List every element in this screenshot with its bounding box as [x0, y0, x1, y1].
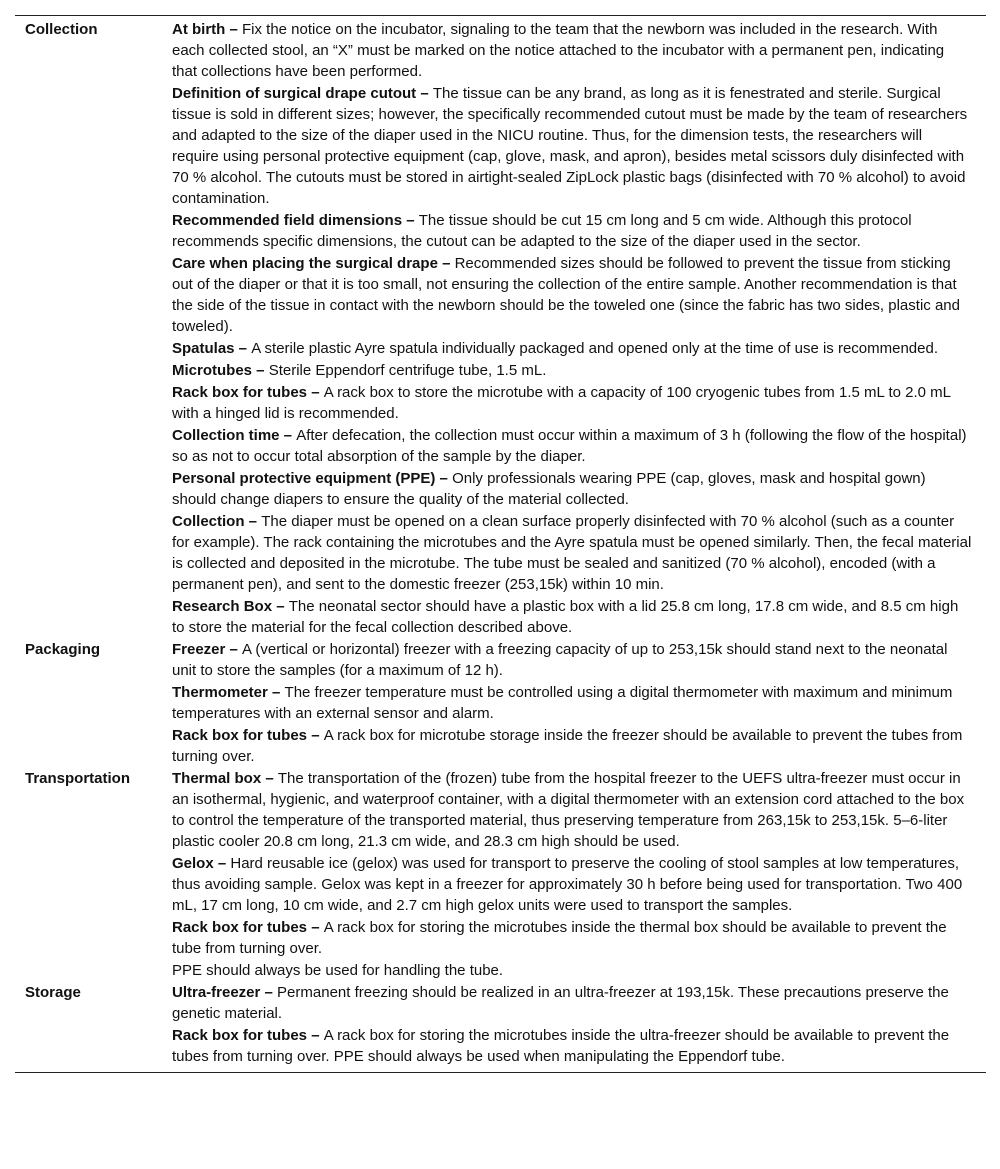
item-text: Only professionals wearing PPE (cap, gloves, mask and hospital gown) should change diapers to ensure the quality of the material collected.: [172, 470, 926, 508]
table-row-packaging: [15, 639, 986, 768]
list-item: [172, 468, 972, 510]
category-items: [172, 982, 986, 1068]
item-text: Hard reusable ice (gelox) was used for transport to preserve the cooling of stool samples at low temperatures, thus avoiding sample. Gelox was kept in a freezer for approximately 30 h before being used for transportation. Two 400 mL, 17 cm long, 10 cm wide, and 2.7 cm high gelox units were used to transport the samples.: [172, 855, 963, 914]
item-text: A rack box to store the microtube with a capacity of 100 cryogenic tubes from 1.5 mL to 2.0 mL with a hinged lid is recommended.: [172, 384, 951, 422]
table-row-transportation: [15, 768, 986, 982]
item-text: After defecation, the collection must occur within a maximum of 3 h (following the flow of the hospital) so as not to occur total absorption of the sample by the diaper.: [172, 427, 967, 465]
item-term: Thermal box –: [172, 770, 278, 787]
list-item: [172, 917, 972, 959]
item-text: A rack box for storing the microtubes inside the ultra-freezer should be available to prevent the tubes from turning over. PPE should always be used when manipulating the Eppendorf tube.: [172, 1027, 950, 1065]
table-row-collection: [15, 19, 986, 639]
item-term: Gelox –: [172, 855, 231, 872]
list-item: [172, 682, 972, 724]
list-item: [172, 425, 972, 467]
list-item: [172, 511, 972, 595]
item-term: Rack box for tubes –: [172, 727, 324, 744]
list-item: [172, 210, 972, 252]
item-text: A sterile plastic Ayre spatula individually packaged and opened only at the time of use is recommended.: [251, 340, 939, 357]
item-text: The tissue should be cut 15 cm long and 5 cm wide. Although this protocol recommends specific dimensions, the cutout can be adapted to the size of the diaper used in the sector.: [172, 212, 912, 250]
item-term: Definition of surgical drape cutout –: [172, 85, 433, 102]
list-item: [172, 83, 972, 209]
table-row-storage: [15, 982, 986, 1068]
item-term: Recommended field dimensions –: [172, 212, 419, 229]
item-text: Fix the notice on the incubator, signaling to the team that the newborn was included in the research. With each collected stool, an “X” must be marked on the notice attached to the incubator with a permanent pen, indicating that collections have been performed.: [172, 21, 945, 80]
item-term: Rack box for tubes –: [172, 384, 324, 401]
item-text: The freezer temperature must be controlled using a digital thermometer with maximum and minimum temperatures with an external sensor and alarm.: [172, 684, 953, 722]
category-label: Transportation: [25, 770, 131, 787]
list-item: [172, 725, 972, 767]
item-term: Rack box for tubes –: [172, 919, 324, 936]
item-term: At birth –: [172, 21, 242, 38]
item-term: Care when placing the surgical drape –: [172, 255, 455, 272]
item-term: Rack box for tubes –: [172, 1027, 324, 1044]
category-label: Collection: [25, 21, 98, 38]
list-item: [172, 853, 972, 916]
protocol-table: [15, 15, 986, 1073]
item-text: Permanent freezing should be realized in an ultra-freezer at 193,15k. These precautions preserve the genetic material.: [172, 984, 949, 1022]
item-text: The diaper must be opened on a clean surface properly disinfected with 70 % alcohol (such as a counter for example). The rack containing the microtubes and the Ayre spatula must be opened similarly. Then, the fecal material is collected and deposited in the microtube. The tube must be sealed and sanitized (70 % alcohol), encoded (with a permanent pen), and sent to the domestic freezer (253,15k) within 10 min.: [172, 513, 972, 593]
item-term: Thermometer –: [172, 684, 285, 701]
category-label: Storage: [25, 984, 81, 1001]
list-item: [172, 1025, 972, 1067]
item-term: Ultra-freezer –: [172, 984, 278, 1001]
list-item: [172, 639, 972, 681]
list-item: [172, 960, 972, 981]
list-item: [172, 360, 972, 381]
category-label: Packaging: [25, 641, 101, 658]
item-term: Collection –: [172, 513, 262, 530]
category-items: [172, 768, 986, 982]
list-item: [172, 253, 972, 337]
list-item: [172, 768, 972, 852]
item-text: The tissue can be any brand, as long as it is fenestrated and sterile. Surgical tissue is sold in different sizes; however, the specifically recommended cutout must be made by the team of researchers and adapted to the size of the diaper used in the NICU routine. Thus, for the dimension tests, the researchers will require using personal protective equipment (cap, glove, mask, and apron), besides metal scissors duly disinfected with 70 % alcohol. The cutouts must be stored in airtight-sealed ZipLock plastic bags (disinfected with 70 % alcohol) to avoid contamination.: [172, 85, 968, 207]
item-text: A rack box for storing the microtubes inside the thermal box should be available to prevent the tube from turning over.: [172, 919, 947, 957]
item-text: Sterile Eppendorf centrifuge tube, 1.5 mL.: [268, 362, 547, 379]
item-text: The transportation of the (frozen) tube from the hospital freezer to the UEFS ultra-freezer must occur in an isothermal, hygienic, and waterproof container, with a digital thermometer with an extension cord attached to the box to control the temperature of the transported material, thus preserving temperature from 263,15k to 253,15k. 5–6-liter plastic cooler 20.8 cm long, 21.3 cm wide, and 28.3 cm high should be used.: [172, 770, 965, 850]
list-item: [172, 338, 972, 359]
item-text: Recommended sizes should be followed to prevent the tissue from sticking out of the diaper or that it is too small, not ensuring the collection of the entire sample. Another recommendation is that the side of the tissue in contact with the newborn should be the toweled one (since the fabric has two sides, plastic and toweled).: [172, 255, 960, 335]
item-term: Collection time –: [172, 427, 297, 444]
item-text: The neonatal sector should have a plastic box with a lid 25.8 cm long, 17.8 cm wide, and 8.5 cm high to store the material for the fecal collection described above.: [172, 598, 959, 636]
item-text: A (vertical or horizontal) freezer with a freezing capacity of up to 253,15k should stand next to the neonatal unit to store the samples (for a maximum of 12 h).: [172, 641, 948, 679]
item-term: Research Box –: [172, 598, 289, 615]
item-term: Spatulas –: [172, 340, 252, 357]
item-term: Microtubes –: [172, 362, 269, 379]
category-items: [172, 639, 986, 768]
list-item: [172, 982, 972, 1024]
item-term: Personal protective equipment (PPE) –: [172, 470, 453, 487]
list-item: [172, 19, 972, 82]
list-item: [172, 596, 972, 638]
list-item: [172, 382, 972, 424]
category-items: [172, 19, 986, 639]
item-text: A rack box for microtube storage inside the freezer should be available to prevent the tubes from turning over.: [172, 727, 963, 765]
item-text: PPE should always be used for handling the tube.: [172, 962, 504, 979]
item-term: Freezer –: [172, 641, 243, 658]
